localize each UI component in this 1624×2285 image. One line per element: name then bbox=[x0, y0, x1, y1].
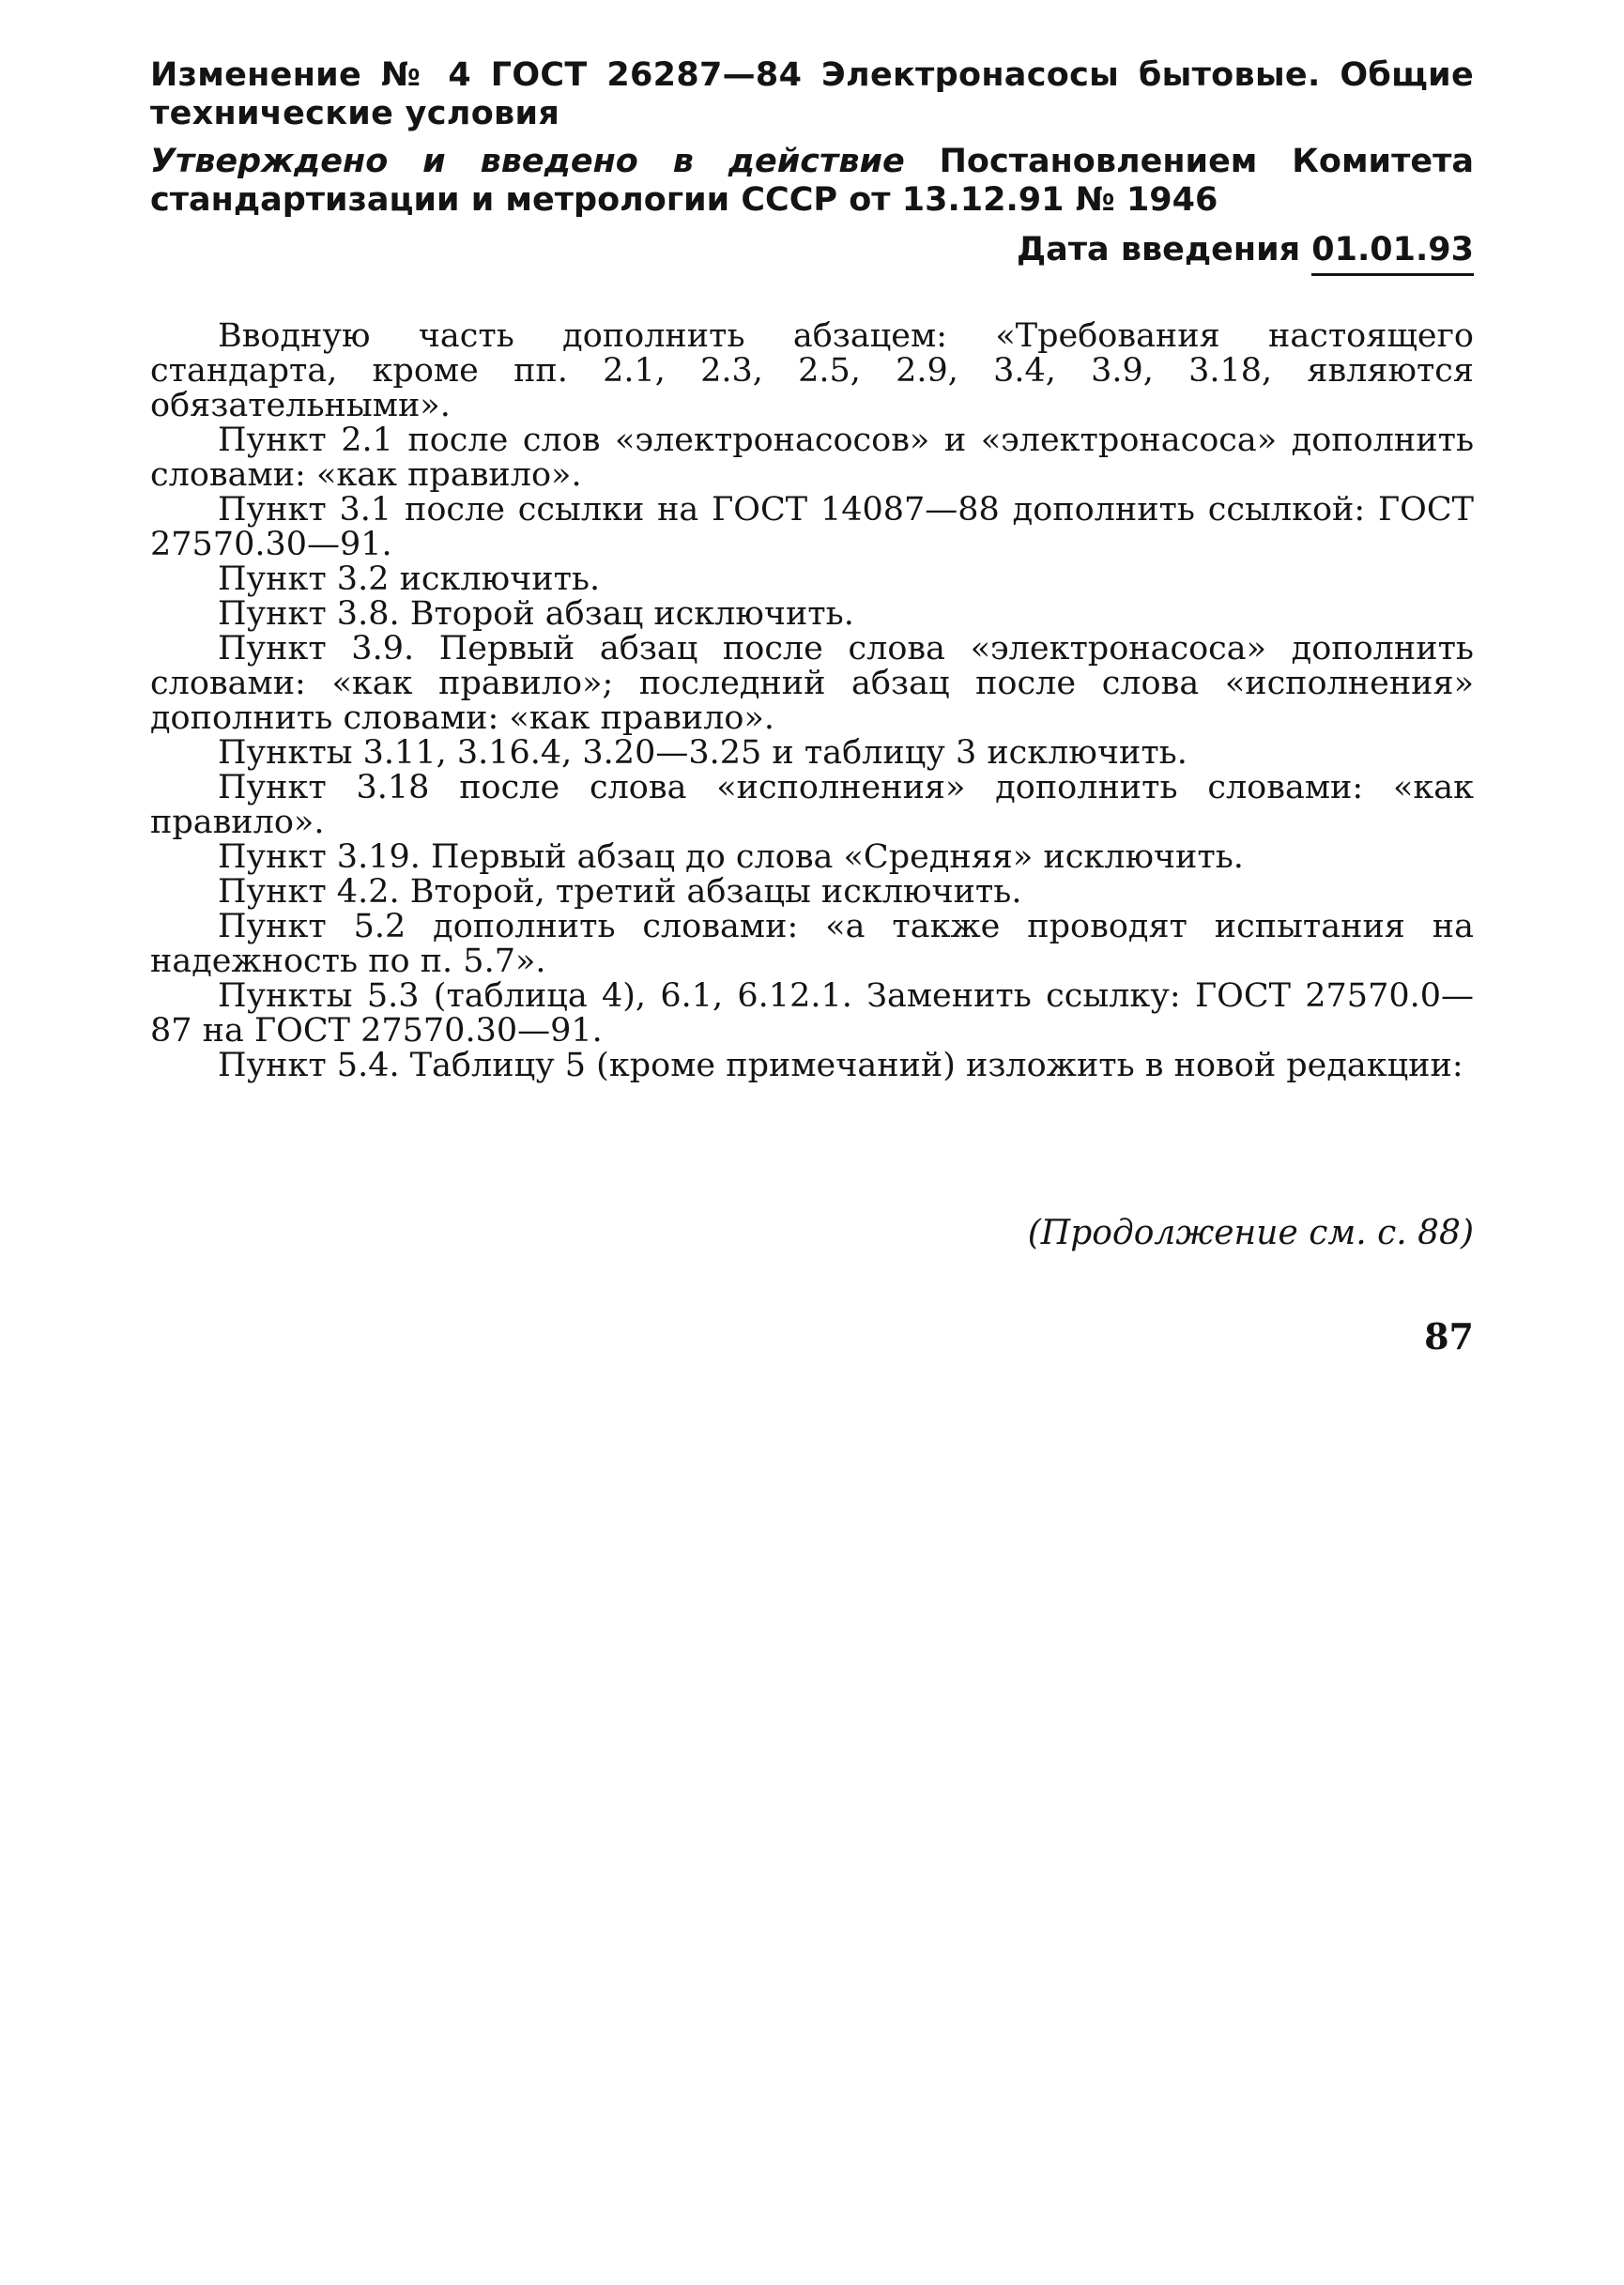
paragraph: Пункт 3.19. Первый абзац до слова «Средняя» исключить. bbox=[218, 838, 1244, 876]
paragraph: Пункт 5.4. Таблицу 5 (кроме примечаний) изложить в новой редакции: bbox=[218, 1047, 1463, 1084]
paragraph: Пункт 2.1 после слов «электронасосов» и «электронасоса» дополнить словами: «как правило». bbox=[150, 422, 1474, 494]
paragraph: Пункт 4.2. Второй, третий абзацы исключить. bbox=[218, 873, 1022, 911]
page-number: 87 bbox=[1424, 1315, 1474, 1357]
document-title: Изменение № 4 ГОСТ 26287—84 Электронасосы бытовые. Общие технические условия bbox=[150, 56, 1474, 132]
paragraph: Пункт 3.18 после слова «исполнения» дополнить словами: «как правило». bbox=[150, 769, 1474, 841]
approval-lead: Утверждено и введено в действие bbox=[150, 143, 905, 180]
date-value: 01.01.93 bbox=[1311, 231, 1474, 276]
paragraph: Пункт 3.9. Первый абзац после слова «электронасоса» дополнить словами: «как правило»; последний абзац после слова «исполнения» дополнить словами: «как правило». bbox=[150, 630, 1474, 737]
approval-rest: Постановлением Комитета стандартизации и метрологии СССР от 13.12.91 № 1946 bbox=[150, 143, 1475, 219]
paragraph: Пункт 3.8. Второй абзац исключить. bbox=[218, 595, 854, 633]
approval-statement bbox=[150, 143, 1474, 220]
amendment-body bbox=[150, 319, 1474, 1083]
document-page bbox=[150, 56, 1474, 1356]
paragraph: Пункт 3.2 исключить. bbox=[218, 560, 601, 598]
paragraph: Пункт 5.2 дополнить словами: «а также проводят испытания на надежность по п. 5.7». bbox=[150, 908, 1474, 980]
paragraph: Вводную часть дополнить абзацем: «Требования настоящего стандарта, кроме пп. 2.1, 2.3, 2.5, 2.9, 3.4, 3.9, 3.18, являются обязательными». bbox=[150, 317, 1474, 424]
effective-date bbox=[150, 231, 1474, 276]
paragraph: Пункт 3.1 после ссылки на ГОСТ 14087—88 дополнить ссылкой: ГОСТ 27570.30—91. bbox=[150, 491, 1474, 563]
date-label: Дата введения bbox=[1016, 231, 1312, 268]
continuation-note: (Продолжение см. с. 88) bbox=[1027, 1214, 1474, 1252]
paragraph: Пункты 5.3 (таблица 4), 6.1, 6.12.1. Заменить ссылку: ГОСТ 27570.0—87 на ГОСТ 27570.30—91. bbox=[150, 977, 1474, 1050]
paragraph: Пункты 3.11, 3.16.4, 3.20—3.25 и таблицу 3 исключить. bbox=[218, 734, 1187, 772]
